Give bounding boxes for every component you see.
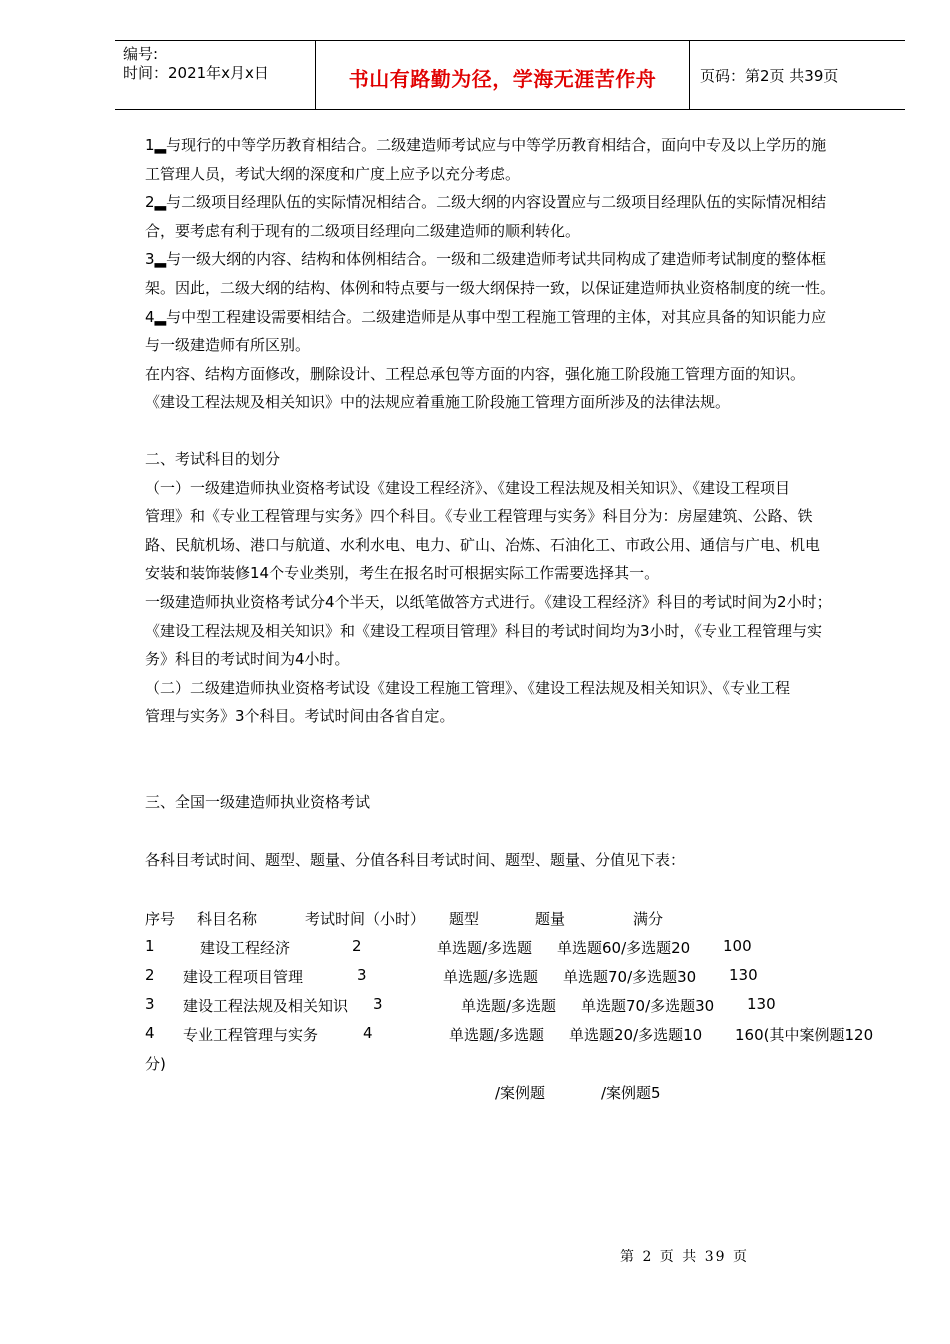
table-cell-type: 单选题/多选题	[449, 1026, 545, 1044]
document-number-label: 编号:	[123, 45, 159, 63]
table-row	[145, 937, 885, 965]
page-header	[115, 40, 905, 110]
page-footer: 第 2 页 共 39 页	[620, 1249, 749, 1265]
table-cell-time: 3	[357, 966, 367, 984]
table-cell-qty: 单选题60/多选题20	[557, 939, 691, 957]
table-cell-score: 100	[723, 937, 752, 955]
table-cell-no: 3	[145, 995, 155, 1013]
header-page-number: 页码：第2页 共39页	[700, 67, 839, 85]
paragraph-line: 1▂与现行的中等学历教育相结合。二级建造师考试应与中等学历教育相结合，面向中专及以上学历的施	[145, 136, 827, 154]
table-row-continuation	[145, 1082, 885, 1110]
table-header-cell: 题量	[535, 910, 566, 928]
paragraph-line: 2▂与二级项目经理队伍的实际情况相结合。二级大纲的内容设置应与二级项目经理队伍的实际情况相结	[145, 193, 827, 212]
paragraph-line: 安装和装饰装修14个专业类别，考生在报名时可根据实际工作需要选择其一。	[145, 564, 660, 583]
table-row	[145, 995, 885, 1023]
table-cell-type: 单选题/多选题	[461, 997, 557, 1015]
table-cell-name: 专业工程管理与实务	[183, 1026, 319, 1044]
paragraph-line: 3▂与一级大纲的内容、结构和体例相结合。一级和二级建造师考试共同构成了建造师考试制度的整体框	[145, 250, 827, 269]
paragraph-line: 4▂与中型工程建设需要相结合。二级建造师是从事中型工程施工管理的主体，对其应具备的知识能力应	[145, 307, 827, 326]
header-motto-cell	[316, 41, 690, 109]
section-heading: 二、考试科目的划分	[145, 449, 281, 468]
paragraph-line: 一级建造师执业资格考试分4个半天，以纸笔做答方式进行。《建设工程经济》科目的考试时间为2小时；	[145, 592, 832, 611]
paragraph-line: 在内容、结构方面修改，删除设计、工程总承包等方面的内容，强化施工阶段施工管理方面的知识。	[145, 364, 806, 383]
header-meta-cell	[115, 41, 316, 109]
table-cell-type-cont: /案例题	[495, 1084, 546, 1102]
paragraph-line: （一）一级建造师执业资格考试设《建设工程经济》、《建设工程法规及相关知识》、《建设工程项目	[145, 478, 791, 497]
table-cell-qty: 单选题20/多选题10	[569, 1026, 703, 1044]
paragraph-line: 合，要考虑有利于现有的二级项目经理向二级建造师的顺利转化。	[145, 221, 581, 240]
table-cell-qty: 单选题70/多选题30	[581, 997, 715, 1015]
table-cell-time: 3	[373, 995, 383, 1013]
table-header-cell: 考试时间（小时）	[305, 910, 426, 928]
table-cell-time: 2	[352, 937, 362, 955]
header-page-cell	[690, 41, 905, 109]
table-cell-no: 2	[145, 966, 155, 984]
table-cell-no: 4	[145, 1024, 155, 1042]
paragraph-line: 《建设工程法规及相关知识》中的法规应着重施工阶段施工管理方面所涉及的法律法规。	[145, 393, 731, 412]
paragraph-line: 管理》和《专业工程管理与实务》四个科目。《专业工程管理与实务》科目分为：房屋建筑、公路、铁	[145, 507, 813, 526]
table-header-cell: 科目名称	[197, 910, 258, 928]
header-motto: 书山有路勤为径，学海无涯苦作舟	[348, 67, 657, 91]
table-row-continuation	[145, 1053, 885, 1081]
paragraph-line: （二）二级建造师执业资格考试设《建设工程施工管理》、《建设工程法规及相关知识》、《专业工程	[145, 678, 791, 697]
paragraph-line: 务》科目的考试时间为4小时。	[145, 650, 350, 669]
table-cell-time: 4	[363, 1024, 373, 1042]
table-cell-no: 1	[145, 937, 155, 955]
table-cell-qty-cont: /案例题5	[601, 1084, 661, 1102]
table-header-cell: 序号	[145, 910, 176, 928]
table-row	[145, 966, 885, 994]
table-row	[145, 1024, 885, 1052]
paragraph-line: 架。因此，二级大纲的结构、体例和特点要与一级大纲保持一致，以保证建造师执业资格制度的统一性。	[145, 278, 836, 297]
paragraph-line: 《建设工程法规及相关知识》和《建设工程项目管理》科目的考试时间均为3小时，《专业工程管理与实	[145, 621, 823, 640]
table-cell-score: 130	[729, 966, 758, 984]
table-cell-score: 130	[747, 995, 776, 1013]
table-cell-type: 单选题/多选题	[443, 968, 539, 986]
paragraph-line: 路、民航机场、港口与航道、水利水电、电力、矿山、冶炼、石油化工、市政公用、通信与广电、机电	[145, 535, 821, 554]
table-cell-score-wrap: 分)	[145, 1055, 166, 1073]
paragraph-line: 管理与实务》3个科目。考试时间由各省自定。	[145, 707, 455, 726]
table-header-cell: 题型	[449, 910, 480, 928]
table-cell-qty: 单选题70/多选题30	[563, 968, 697, 986]
table-cell-type: 单选题/多选题	[437, 939, 533, 957]
table-header-cell: 满分	[633, 910, 664, 928]
paragraph-line: 工管理人员，考试大纲的深度和广度上应予以充分考虑。	[145, 164, 521, 183]
table-cell-name: 建设工程经济	[200, 939, 291, 957]
table-cell-score: 160(其中案例题120	[735, 1026, 874, 1044]
section-heading: 三、全国一级建造师执业资格考试	[145, 792, 371, 811]
table-cell-name: 建设工程法规及相关知识	[183, 997, 349, 1015]
paragraph-line: 与一级建造师有所区别。	[145, 336, 311, 355]
table-cell-name: 建设工程项目管理	[183, 968, 304, 986]
table-intro: 各科目考试时间、题型、题量、分值各科目考试时间、题型、题量、分值见下表：	[145, 851, 686, 870]
document-body	[145, 131, 885, 875]
document-time-label: 时间：2021年x月x日	[123, 64, 269, 82]
table-header-row	[145, 908, 885, 936]
